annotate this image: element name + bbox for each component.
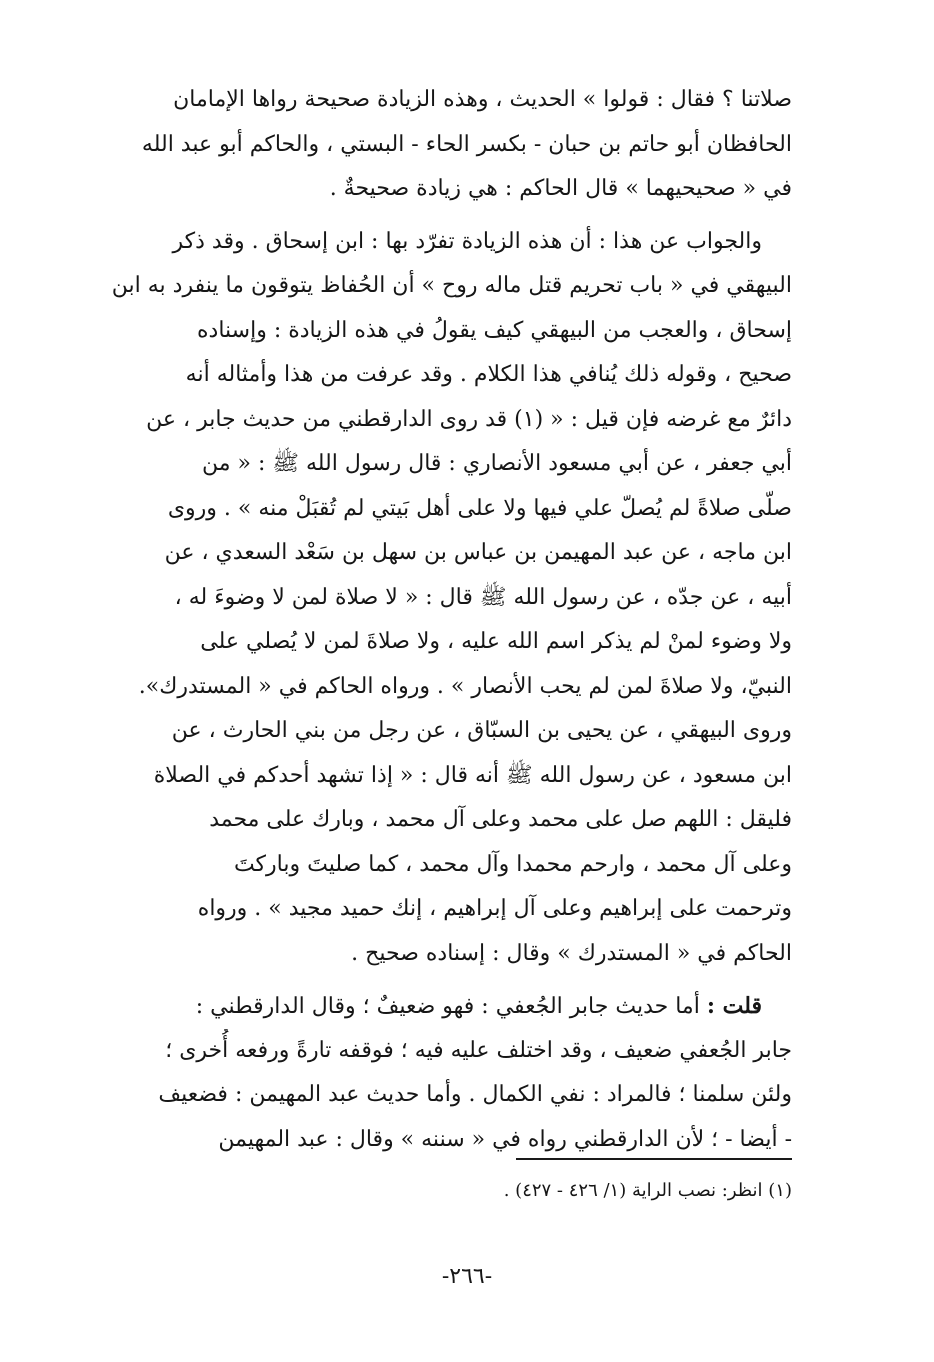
paragraph-spacer (104, 976, 792, 984)
text-line: والجواب عن هذا : أن هذه الزيادة تفرّد بها : ابن إسحاق . وقد ذكر (172, 228, 762, 254)
text-line: صلاتنا ؟ فقال : قولوا » الحديث ، وهذه الزيادة صحيحة رواها الإمامان (173, 87, 792, 112)
text-line: صلّى صلاةً لم يُصلّ علي فيها ولا على أهل بَيتي لم تُقبَلْ منه » . وروى (167, 495, 792, 521)
text-line: الحاكم في « المستدرك » وقال : إسناده صحيح . (351, 940, 792, 966)
text-line (104, 984, 792, 1029)
text-line: الحافظان أبو حاتم بن حبان - بكسر الحاء - البستي ، والحاكم أبو عبد الله (141, 131, 792, 157)
paragraph-spacer (104, 212, 792, 220)
footnote: (١) انظر: نصب الراية (١/ ٤٢٦ - ٤٢٧) . (503, 1180, 792, 1201)
paragraph-1 (104, 78, 792, 212)
main-text (104, 78, 792, 1162)
text-line: وعلى آل محمد ، وارحم محمدا وآل محمد ، كما صليتَ وباركتَ (233, 851, 792, 877)
text-line: وروى البيهقي ، عن يحيى بن السبّاق ، عن رجل من بني الحارث ، عن (171, 718, 792, 743)
text-line: - أيضا - ؛ لأن الدارقطني رواه في « سننه » وقال : عبد المهيمن (218, 1126, 792, 1152)
text-line: النبيّ، ولا صلاةَ لمن لم يحب الأنصار » . ورواه الحاكم في « المستدرك». (138, 673, 792, 699)
text-line: ابن مسعود ، عن رسول الله ﷺ أنه قال : « إذا تشهد أحدكم في الصلاة (153, 762, 792, 788)
text-line: ابن ماجه ، عن عبد المهيمن بن عباس بن سهل بن سَعْد السعدي ، عن (164, 540, 792, 565)
text-line-rest: أما حديث جابر الجُعفي : فهو ضعيفٌ ؛ وقال الدارقطني : (195, 994, 700, 1019)
text-line: إسحاق ، والعجب من البيهقي كيف يقولُ في هذه الزيادة : وإسناده (197, 317, 792, 343)
paragraph-2 (104, 220, 792, 977)
text-line: وترحمت على إبراهيم وعلى آل إبراهيم ، إنك حميد مجيد » . ورواه (197, 896, 792, 921)
text-line: أبيه ، عن جدّه ، عن رسول الله ﷺ قال : « لا صلاة لمن لا وضوءَ له ، (174, 584, 792, 610)
text-line: جابر الجُعفي ضعيف ، وقد اختلف عليه فيه ؛ فوقفه تارةً ورفعه أُخرى ؛ (165, 1037, 792, 1063)
paragraph-3 (104, 984, 792, 1162)
text-line: صحيح ، وقوله ذلك يُنافي هذا الكلام . وقد عرفت من هذا وأمثاله أنه (185, 362, 792, 387)
text-line: البيهقي في « باب تحريم قتل ماله روح » أن الحُفاظ يتوقون ما ينفرد به ابن (111, 273, 792, 298)
text-line: في « صحيحيهما » قال الحاكم : هي زيادة صحيحةٌ . (329, 176, 792, 201)
page-number: -٢٦٦- (441, 1264, 493, 1289)
footnote-separator (516, 1158, 792, 1160)
text-line: ولئن سلمنا ؛ فالمراد : نفي الكمال . وأما حديث عبد المهيمن : فضعيف (158, 1082, 792, 1107)
lead-word: قلت : (706, 993, 762, 1019)
text-line: أبي جعفر ، عن أبي مسعود الأنصاري : قال رسول الله ﷺ : « من (202, 451, 792, 476)
text-line: ولا وضوء لمنْ لم يذكر اسم الله عليه ، ولا صلاةَ لمن لا يُصلي على (200, 629, 792, 654)
text-line: دائرٌ مع غرضه فإن قيل : « (١) قد روى الدارقطني من حديث جابر ، عن (146, 406, 792, 432)
text-line: فليقل : اللهم صل على محمد وعلى آل محمد ، وبارك على محمد (209, 807, 792, 832)
